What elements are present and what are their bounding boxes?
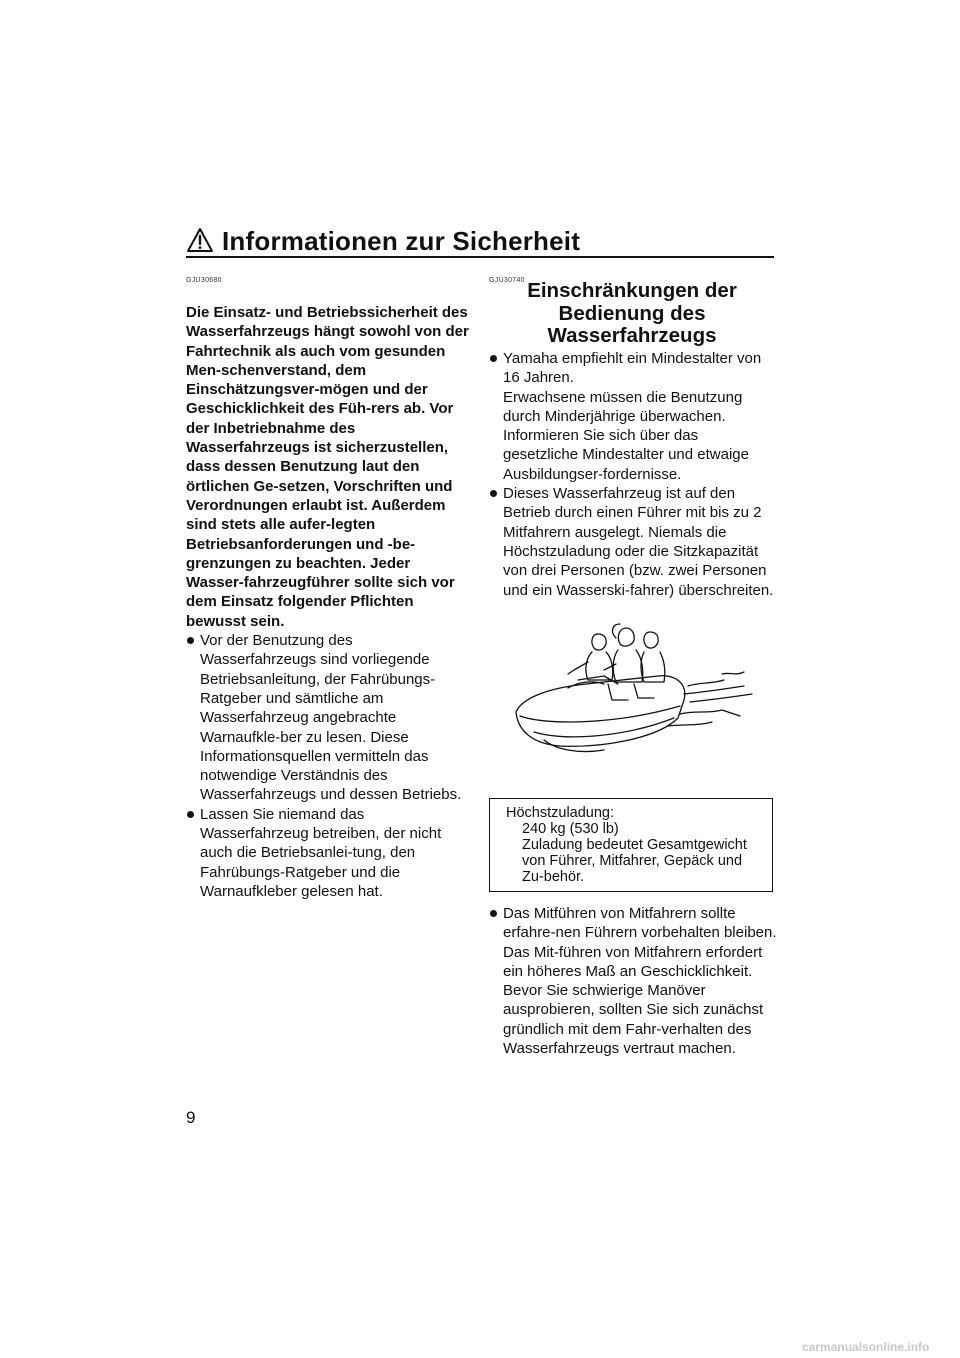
page-number: 9 <box>186 1108 196 1127</box>
right-column-top <box>489 349 777 600</box>
list-item <box>186 805 469 901</box>
right-bullet-list <box>489 349 777 600</box>
left-column <box>186 303 469 901</box>
jetski-illustration <box>508 614 760 766</box>
spec-note: Zuladung bedeutet Gesamtgewicht von Führer, Mitfahrer, Gepäck und Zu-behör. <box>522 837 747 885</box>
list-item-text: Dieses Wasserfahrzeug ist auf den Betrieb durch einen Führer mit bis zu 2 Mitfahrern ausgelegt. Niemals die Höchstzuladung oder die Sitzkapazität von drei Personen (bzw. zwei Personen und ein Wasserski-fahrer) überschreiten. <box>503 485 774 599</box>
section-code-right: GJU30740 <box>489 277 525 284</box>
list-item-text: Erwachsene müssen die Benutzung durch Minderjährige überwachen. <box>503 388 743 425</box>
footer-watermark: carmanualsonline.info <box>802 1340 930 1354</box>
left-bullet-list <box>186 631 469 901</box>
right-column-bottom <box>489 904 777 1058</box>
list-item-text: Lassen Sie niemand das Wasserfahrzeug betreiben, der nicht auch die Betriebsanlei-tung, den Fahrübungs-Ratgeber und die Warnaufkleber gelesen hat. <box>200 805 442 900</box>
list-item <box>489 484 777 600</box>
page-header <box>186 222 774 258</box>
warning-triangle-icon <box>186 227 214 253</box>
section-title: Einschränkungen der Bedienung des Wasserfahrzeugs <box>527 279 737 347</box>
page-title: Informationen zur Sicherheit <box>222 226 581 256</box>
section-code-left: GJU30680 <box>186 277 222 284</box>
spec-box <box>489 798 773 892</box>
list-item <box>489 904 777 1058</box>
list-item <box>186 631 469 805</box>
list-item-text: Informieren Sie sich über das gesetzliche Mindestalter und etwaige Ausbildungser-fordernisse. <box>503 427 749 483</box>
list-item-text: Vor der Benutzung des Wasserfahrzeugs sind vorliegende Betriebsanleitung, der Fahrübungs-Ratgeber und sämtliche am Wasserfahrzeug angebrachte Warnaufkle-ber zu lesen. Diese Informationsquellen vermitteln das notwendige Verständnis des Wasserfahrzeugs und dessen Betriebs. <box>200 632 462 804</box>
list-item <box>489 349 777 484</box>
list-item-text: Das Mitführen von Mitfahrern sollte erfahre-nen Führern vorbehalten bleiben. Das Mit-führen von Mitfahrern erfordert ein höheres Maß an Geschicklichkeit. Bevor Sie schwierige Manöver ausprobieren, sollten Sie sich zunächst gründlich mit dem Fahr-verhalten des Wasserfahrzeugs vertraut machen. <box>503 905 777 1058</box>
spec-label: Höchstzuladung: <box>506 805 615 821</box>
spec-value: 240 kg (530 lb) <box>522 821 619 837</box>
intro-paragraph: Die Einsatz- und Betriebssicherheit des Wasserfahrzeugs hängt sowohl von der Fahrtechnik als auch vom gesunden Men-schenverstand, dem Einschätzungsver-mögen und der Geschicklichkeit des Füh-rers ab. Vor der Inbetriebnahme des Wasserfahrzeugs ist sicherzustellen, dass dessen Benutzung laut den örtlichen Ge-setzen, Vorschriften und Verordnungen erlaubt ist. Außerdem sind stets alle aufer-legten Betriebsanforderungen und -be-grenzungen zu beachten. Jeder Wasser-fahrzeugführer sollte sich vor dem Einsatz folgender Pflichten bewusst sein. <box>186 304 469 630</box>
list-item-text: Yamaha empfiehlt ein Mindestalter von 16 Jahren. <box>503 350 762 387</box>
right-bullet-list-bottom <box>489 904 777 1058</box>
